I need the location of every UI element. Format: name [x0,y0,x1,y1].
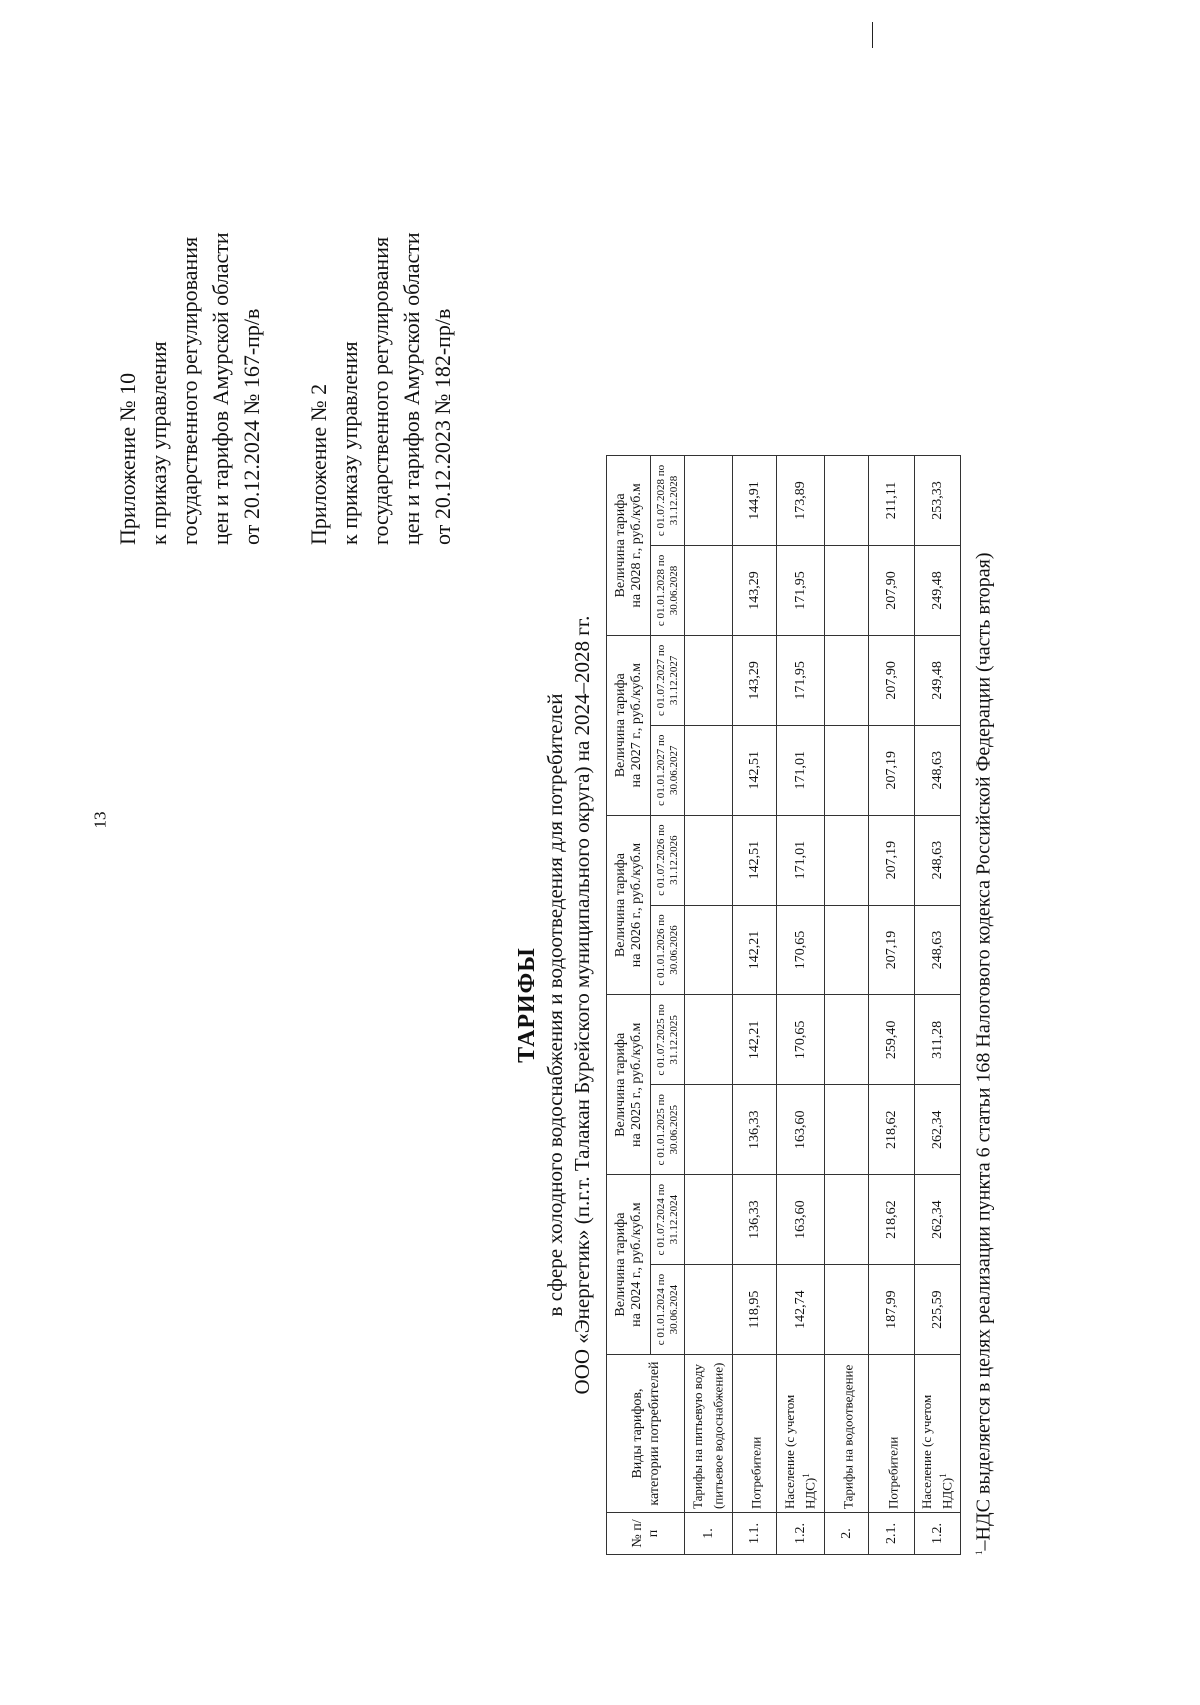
tariff-value: 170,65 [777,905,825,995]
tariff-value: 142,51 [733,815,777,905]
appendix-line: Приложение № 2 [306,383,331,545]
period-header: с 01.01.2024 по 30.06.2024 [651,1265,685,1355]
row-number: 1. [685,1513,733,1555]
tariff-value [825,725,869,815]
tariff-table [606,455,961,1555]
header-year-2026: Величина тарифа на 2026 г., руб./куб.м [607,815,651,995]
title-main: ТАРИФЫ [514,947,540,1063]
tariff-value: 207,90 [869,545,915,635]
tariff-value: 171,95 [777,635,825,725]
appendix-line: цен и тарифов Амурской области [399,232,424,545]
tariff-value [825,1265,869,1355]
tariff-value: 142,21 [733,995,777,1085]
appendix-line: от 20.12.2023 № 182-пр/в [430,308,455,545]
tariff-value: 259,40 [869,995,915,1085]
table-row [915,456,961,1555]
row-kind: Потребители [733,1355,777,1513]
tariff-value [825,635,869,725]
tariff-value: 142,74 [777,1265,825,1355]
title-line-2: ООО «Энергетик» (п.г.т. Талакан Бурейского муниципального округа) на 2024–2028 гг. [570,615,594,1395]
tariff-value [825,995,869,1085]
period-header: с 01.01.2026 по 30.06.2026 [651,905,685,995]
row-number: 1.2. [777,1513,825,1555]
period-header: с 01.01.2027 по 30.06.2027 [651,725,685,815]
tariff-value: 262,34 [915,1085,961,1175]
row-kind: Население (с учетом НДС)$^1$ [777,1355,825,1513]
tariff-value: 249,48 [915,635,961,725]
footnote-mark: 1 [974,1550,984,1555]
period-header: с 01.07.2027 по 31.12.2027 [651,635,685,725]
tariff-value: 218,62 [869,1175,915,1265]
tariff-value: 143,29 [733,545,777,635]
tariff-value [825,1085,869,1175]
tariff-value [685,725,733,815]
tariff-value [825,1175,869,1265]
tariff-value: 173,89 [777,456,825,546]
tariff-value: 262,34 [915,1175,961,1265]
appendix-current-header [112,232,267,545]
tariff-value: 171,95 [777,545,825,635]
row-kind: Тарифы на питьевую воду (питьевое водоснабжение) [685,1355,733,1513]
tariff-value [825,815,869,905]
tariff-value [685,456,733,546]
row-kind: Тарифы на водоотведение [825,1355,869,1513]
tariff-value: 142,51 [733,725,777,815]
appendix-line: к приказу управления [146,341,171,545]
tariff-value [685,905,733,995]
header-year-2028: Величина тарифа на 2028 г., руб./куб.м [607,456,651,636]
tariff-value: 248,63 [915,905,961,995]
period-header: с 01.01.2025 по 30.06.2025 [651,1085,685,1175]
period-header: с 01.07.2028 по 31.12.2028 [651,456,685,546]
rotated-content [512,455,1157,1555]
tariff-value: 136,33 [733,1085,777,1175]
tariff-value: 118,95 [733,1265,777,1355]
footnote-text: –НДС выделяется в целях реализации пункта 6 статьи 168 Налогового кодекса Российской Федерации (часть вторая) [972,552,995,1551]
appendix-line: цен и тарифов Амурской области [208,232,233,545]
edge-mark [872,22,873,48]
table-row [733,456,777,1555]
footnote [967,455,996,1555]
tariff-value: 311,28 [915,995,961,1085]
tariff-value: 163,60 [777,1085,825,1175]
appendix-line: от 20.12.2024 № 167-пр/в [239,308,264,545]
tariff-value: 249,48 [915,545,961,635]
tariff-value [685,1085,733,1175]
tariff-value: 225,59 [915,1265,961,1355]
tariff-value: 248,63 [915,725,961,815]
tariff-value [825,905,869,995]
tariff-value: 207,19 [869,905,915,995]
period-header: с 01.07.2026 по 31.12.2026 [651,815,685,905]
tariff-value: 163,60 [777,1175,825,1265]
header-year-2027: Величина тарифа на 2027 г., руб./куб.м [607,635,651,815]
header-kind: Виды тарифов, категории потребителей [607,1355,685,1513]
header-num: № п/п [607,1513,685,1555]
table-row [685,456,733,1555]
appendix-line: Приложение № 10 [115,372,140,545]
row-number: 1.1. [733,1513,777,1555]
tariff-value [685,635,733,725]
tariff-value: 170,65 [777,995,825,1085]
document-title [512,455,596,1555]
tariff-value [685,1175,733,1265]
page-number: 13 [90,811,110,829]
tariff-value [825,456,869,546]
tariff-value: 253,33 [915,456,961,546]
tariff-value: 248,63 [915,815,961,905]
period-header: с 01.01.2028 по 30.06.2028 [651,545,685,635]
appendix-line: к приказу управления [337,341,362,545]
tariff-value: 171,01 [777,815,825,905]
row-number: 2.1. [869,1513,915,1555]
table-row [777,456,825,1555]
tariff-value: 136,33 [733,1175,777,1265]
header-year-2024: Величина тарифа на 2024 г., руб./куб.м [607,1175,651,1355]
tariff-value [825,545,869,635]
appendix-original-header [303,232,458,545]
tariff-value: 211,11 [869,456,915,546]
table-row [869,456,915,1555]
tariff-value [685,815,733,905]
tariff-value: 207,19 [869,725,915,815]
period-header: с 01.07.2025 по 31.12.2025 [651,995,685,1085]
tariff-value: 142,21 [733,905,777,995]
row-number: 2. [825,1513,869,1555]
title-line-1: в сфере холодного водоснабжения и водоотведения для потребителей [543,693,567,1317]
tariff-value: 143,29 [733,635,777,725]
row-kind: Потребители [869,1355,915,1513]
tariff-value: 144,91 [733,456,777,546]
tariff-value: 187,99 [869,1265,915,1355]
period-header: с 01.07.2024 по 31.12.2024 [651,1175,685,1265]
row-number: 1.2. [915,1513,961,1555]
header-year-2025: Величина тарифа на 2025 г., руб./куб.м [607,995,651,1175]
tariff-value: 218,62 [869,1085,915,1175]
row-kind: Население (с учетом НДС)$^1$ [915,1355,961,1513]
appendix-line: государственного регулирования [177,236,202,545]
tariff-value: 171,01 [777,725,825,815]
tariff-value [685,545,733,635]
appendix-line: государственного регулирования [368,236,393,545]
tariff-value [685,1265,733,1355]
tariff-value: 207,90 [869,635,915,725]
table-row [825,456,869,1555]
tariff-value: 207,19 [869,815,915,905]
tariff-value [685,995,733,1085]
